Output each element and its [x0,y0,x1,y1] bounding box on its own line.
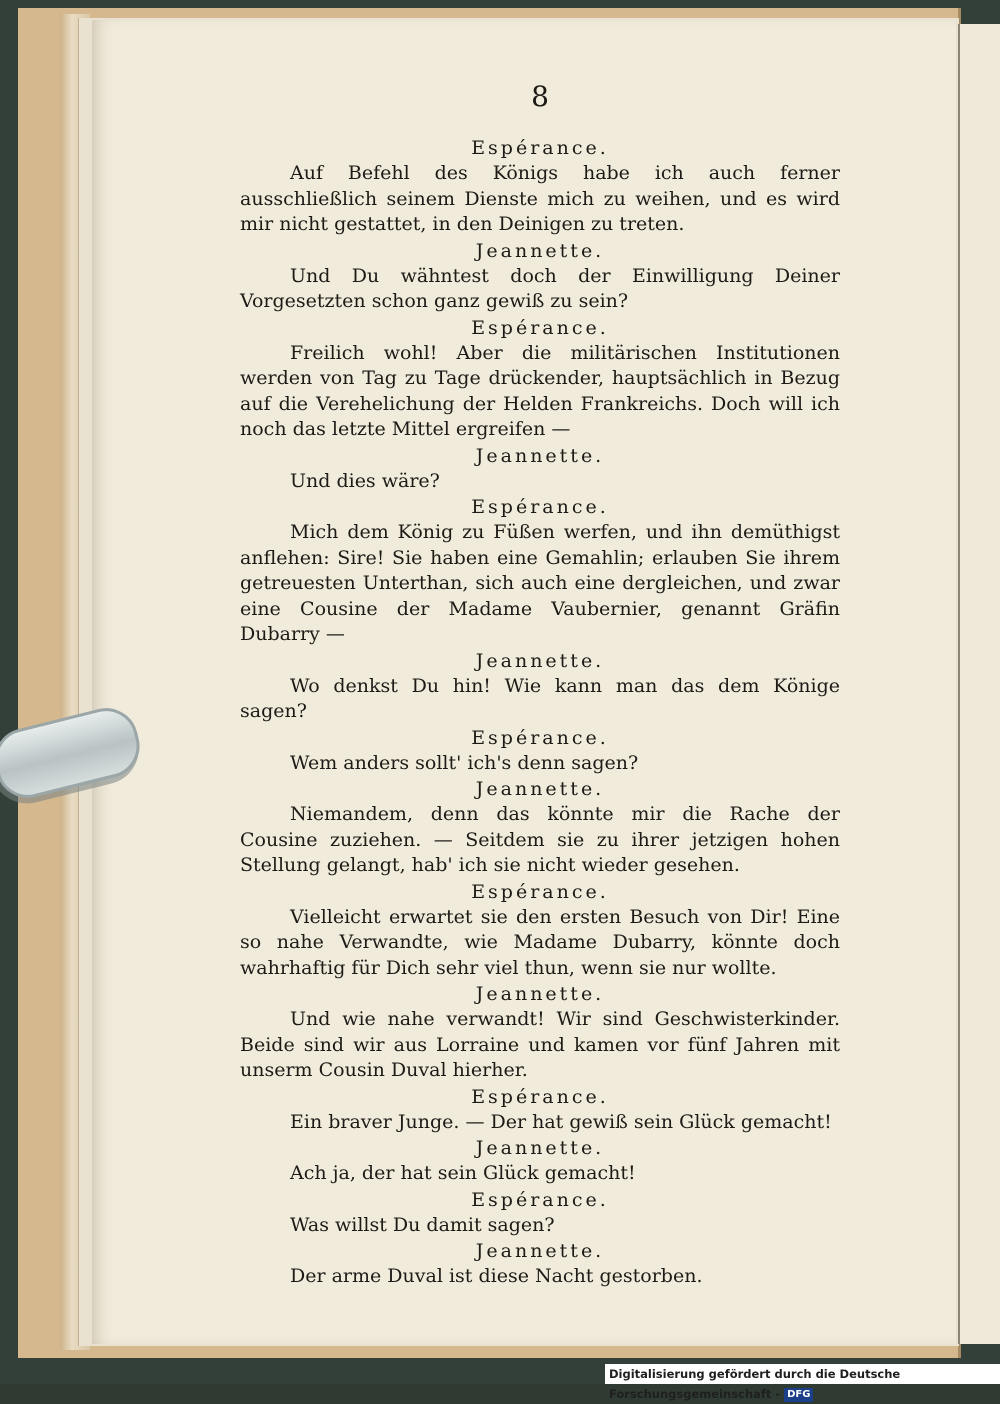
speaker-name: Jeannette. [475,649,605,672]
dialogue [240,135,840,1290]
speech-text: Und Du wähntest doch der Einwilligung Deiner Vorgesetzten schon ganz gewiß zu sein? [240,264,840,312]
speaker-name: Jeannette. [475,1240,605,1262]
speaker-name: Jeannette. [475,983,605,1005]
speaker-name: Jeannette. [475,1137,605,1159]
page-number: 8 [531,80,549,113]
text-column [240,80,840,1290]
footer-text: Digitalisierung gefördert durch die Deutsche Forschungsgemeinschaft - [609,1367,901,1401]
speech-text: Der arme Duval ist diese Nacht gestorben. [290,1265,703,1287]
speaker-name: Jeannette. [475,239,605,262]
speech-text: Niemandem, denn das könnte mir die Rache der Cousine zuziehen. — Seitdem sie zu ihrer jetzigen hohen Stellung gelangt, hab' ich sie nicht wieder gesehen. [240,803,840,876]
speaker-name: Espérance. [471,137,609,159]
dfg-logo: DFG [784,1388,813,1402]
speech-text: Vielleicht erwartet sie den ersten Besuch von Dir! Eine so nahe Verwandte, wie Madame Dubarry, könnte doch wahrhaftig für Dich sehr viel thun, wenn sie nur wollte. [240,905,840,979]
speaker-name: Espérance. [471,316,609,339]
speaker-name: Jeannette. [475,444,605,467]
speaker-name: Espérance. [471,496,609,518]
speech-text: Ach ja, der hat sein Glück gemacht! [290,1162,636,1184]
speech-text: Mich dem König zu Füßen werfen, und ihn demüthigst anflehen: Sire! Sie haben eine Gemahlin; erlauben Sie ihrem getreuesten Unterthan, sich auch eine dergleichen, und zwar eine Cousine der Madame Vaubernier, genannt Gräfin Dubarry — [240,521,840,645]
speech-text: Freilich wohl! Aber die militärischen Institutionen werden von Tag zu Tage drückender, hauptsächlich in Bezug auf die Verehelichung der Helden Frankreichs. Doch will ich noch das letzte Mittel ergreifen — [240,341,840,440]
speech-text: Was willst Du damit sagen? [290,1213,555,1236]
adjacent-page [958,24,1000,1344]
speech-text: Und wie nahe verwandt! Wir sind Geschwisterkinder. Beide sind wir aus Lorraine und kamen vor fünf Jahren mit unserm Cousin Duval hierher. [240,1008,840,1081]
speaker-name: Espérance. [471,1188,609,1211]
footer-credit [605,1364,1000,1401]
speaker-name: Espérance. [471,726,609,749]
speech-text: Auf Befehl des Königs habe ich auch ferner ausschließlich seinem Dienste mich zu weihen, und es wird mir nicht gestattet, in den Deinigen zu treten. [240,162,840,235]
speech-text: Wo denkst Du hin! Wie kann man das dem Könige sagen? [240,674,840,722]
speaker-name: Espérance. [471,1085,609,1108]
speech-text: Wem anders sollt' ich's denn sagen? [290,751,639,774]
speaker-name: Jeannette. [475,778,605,800]
speech-text: Ein braver Junge. — Der hat gewiß sein Glück gemacht! [290,1110,832,1133]
speaker-name: Espérance. [471,880,609,903]
speech-text: Und dies wäre? [290,469,440,492]
